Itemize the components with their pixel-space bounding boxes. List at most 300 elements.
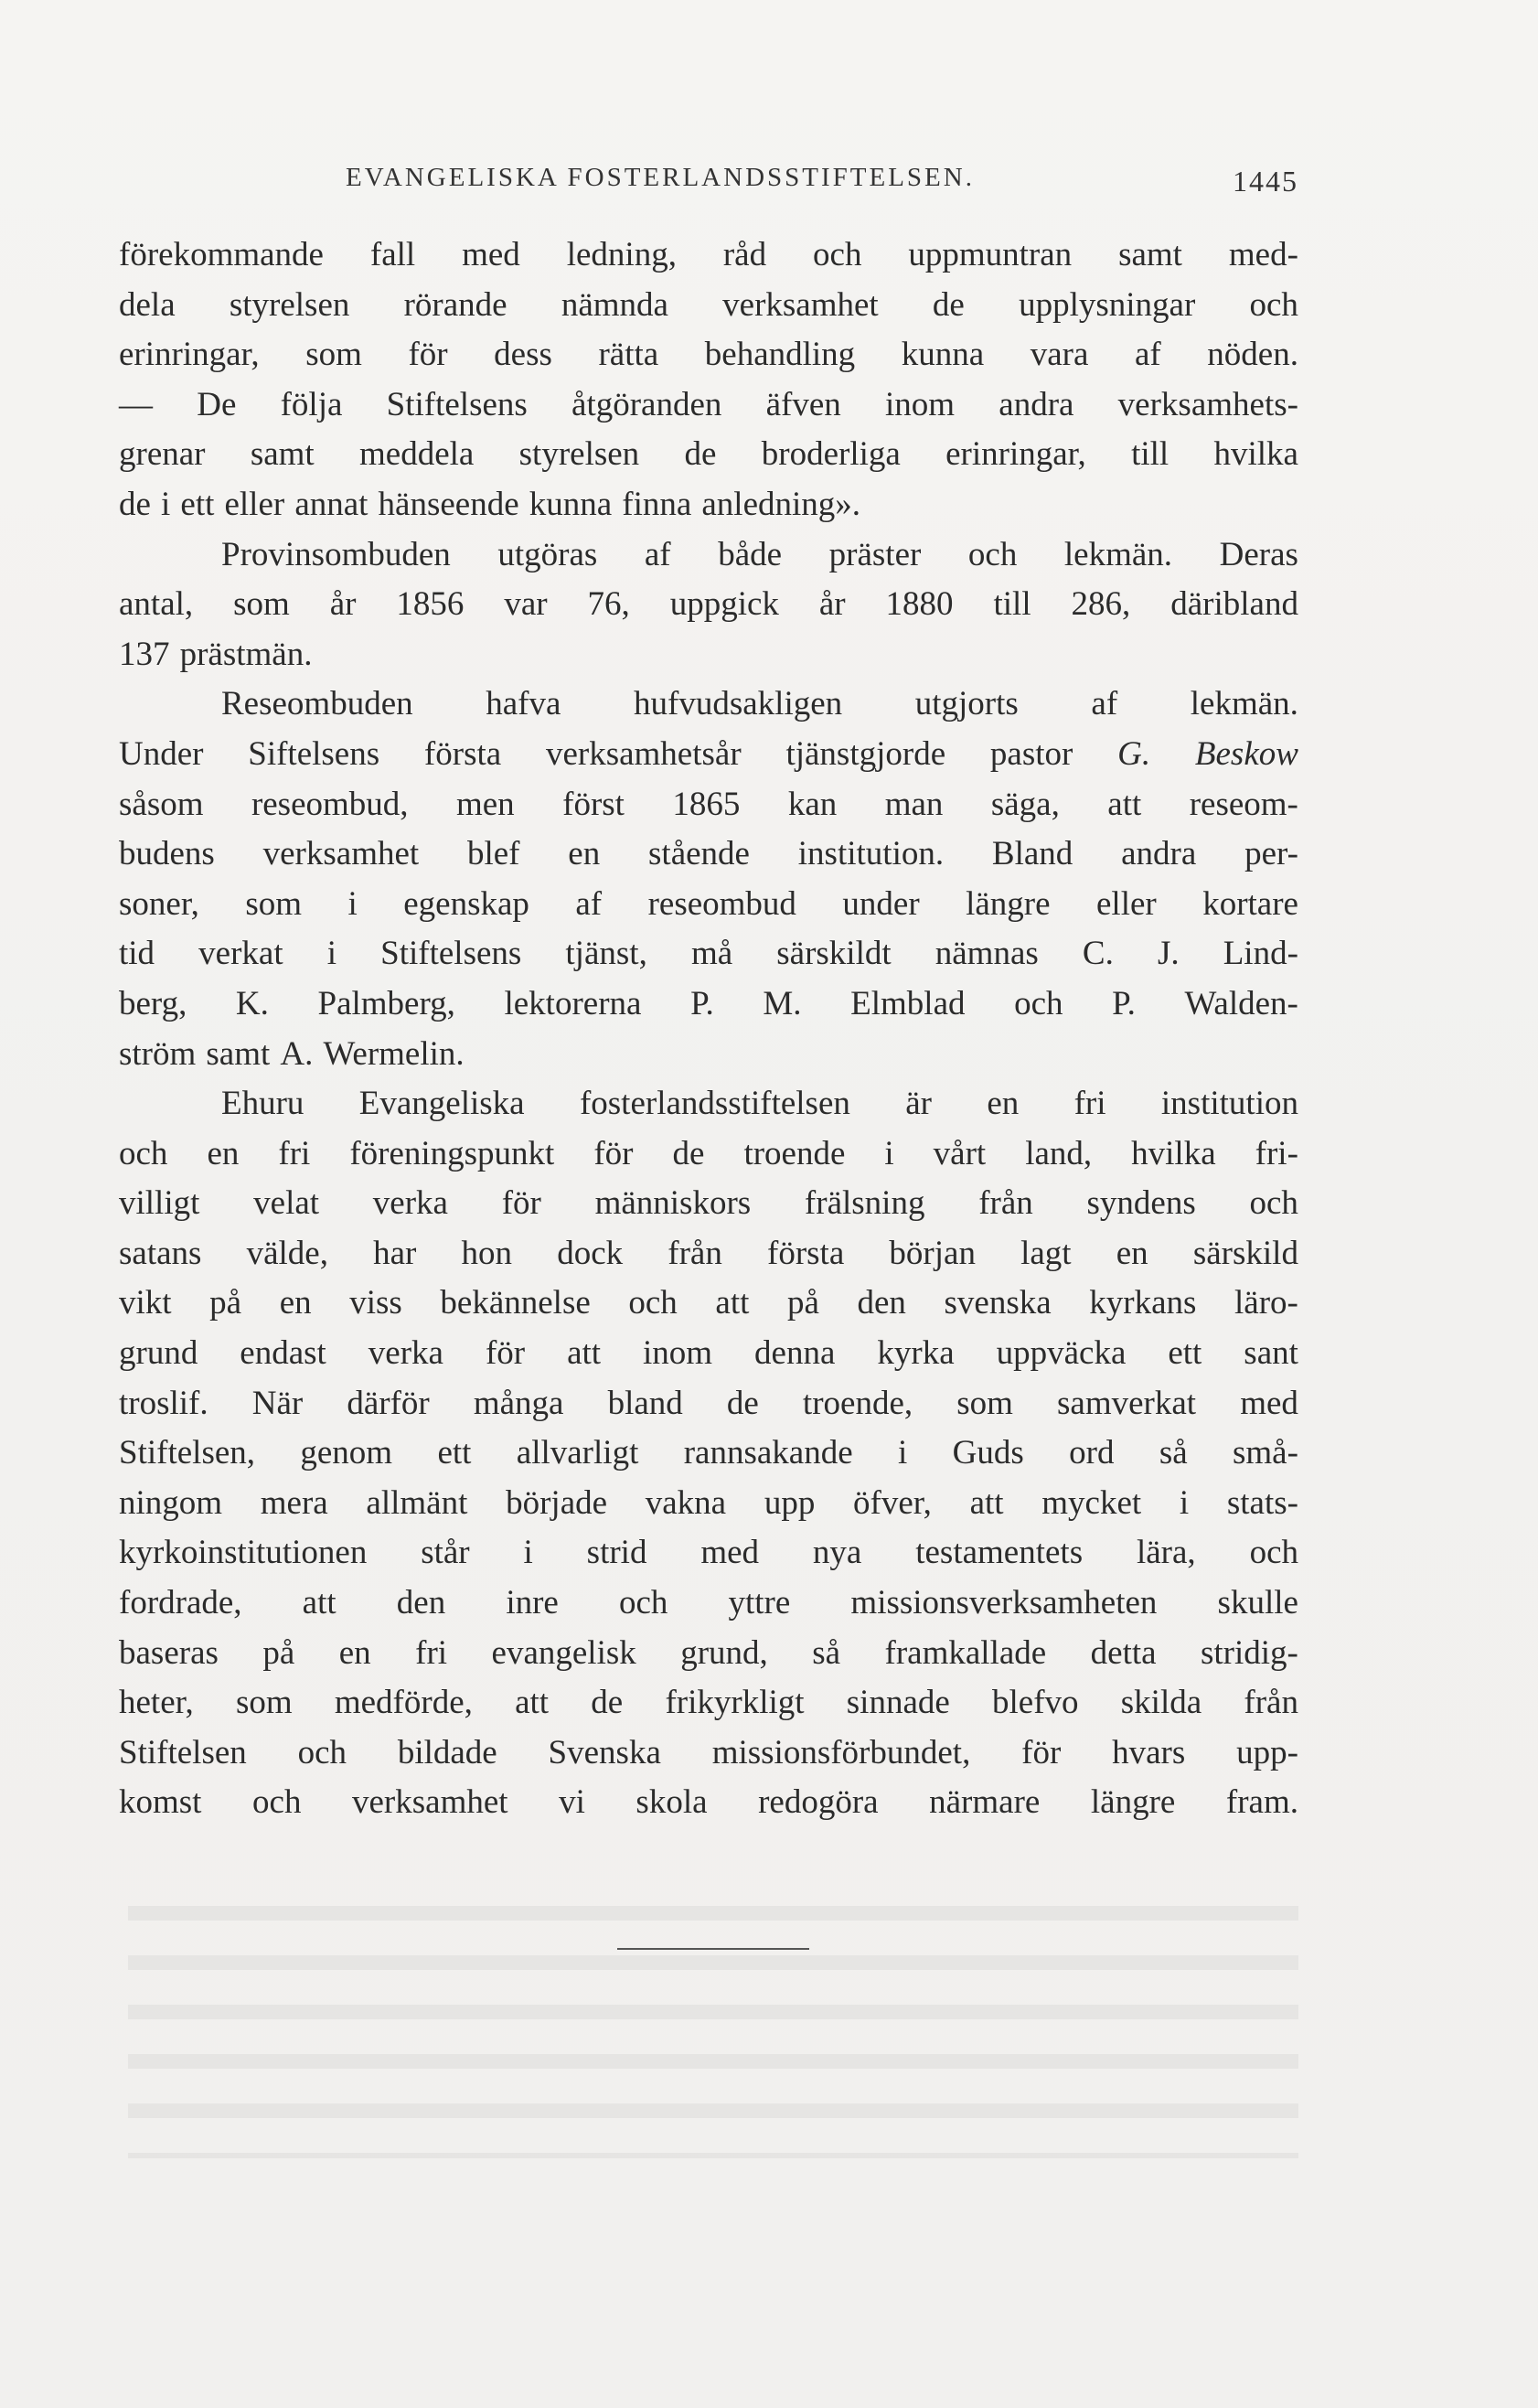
- text-word: lära,: [1136, 1534, 1196, 1572]
- text-word: åtgöranden: [571, 385, 722, 423]
- text-word: som: [233, 585, 290, 624]
- text-line: [119, 829, 1298, 880]
- text-word: särskild: [1192, 1234, 1298, 1272]
- text-word: i: [523, 1534, 533, 1572]
- text-word: som: [235, 1684, 293, 1722]
- text-word: med-: [1228, 236, 1298, 273]
- text-word: verksamhet: [262, 835, 420, 873]
- text-word: till: [993, 585, 1031, 624]
- text-word: att: [715, 1284, 750, 1322]
- text-word: de: [726, 1384, 759, 1422]
- text-word: välde,: [246, 1234, 328, 1272]
- text-word: dock: [557, 1234, 624, 1272]
- text-word: lekmän.: [1190, 685, 1298, 723]
- text-word: Wermelin.: [323, 1034, 465, 1073]
- text-word: Lind-: [1223, 935, 1298, 973]
- text-word: utgöras: [497, 535, 598, 573]
- text-word: och: [618, 1584, 668, 1622]
- text-line: [119, 1479, 1298, 1529]
- text-word: styrelsen: [518, 435, 640, 474]
- text-word: står: [421, 1534, 470, 1572]
- text-word: i: [161, 485, 171, 523]
- text-word: Stiftelsen: [119, 1733, 247, 1771]
- text-word: råd: [722, 236, 767, 273]
- text-word: allmänt: [366, 1483, 468, 1522]
- text-word: reseombud,: [251, 785, 409, 823]
- text-word: vara: [1030, 336, 1089, 374]
- text-word: att: [302, 1584, 336, 1622]
- page-number: 1445: [1233, 165, 1298, 198]
- text-word: soner,: [119, 884, 199, 923]
- text-word: denna: [754, 1334, 836, 1373]
- text-word: broderliga: [761, 435, 901, 474]
- text-word: fri-: [1255, 1134, 1298, 1172]
- text-word: ett: [437, 1434, 472, 1472]
- text-word: säga,: [990, 785, 1060, 823]
- text-word: man: [884, 785, 944, 823]
- text-word: för: [501, 1184, 541, 1223]
- text-word: Guds: [952, 1434, 1024, 1472]
- text-word: kyrkans: [1089, 1284, 1197, 1322]
- text-word: inom: [885, 385, 956, 423]
- text-word: är: [905, 1085, 932, 1123]
- text-word: nya: [812, 1534, 862, 1572]
- text-word: —: [119, 385, 153, 423]
- text-word: Stiftelsen,: [119, 1434, 256, 1472]
- text-word: först: [562, 785, 625, 823]
- text-word: svenska: [944, 1284, 1052, 1322]
- text-word: andra: [1121, 835, 1197, 873]
- text-word: rörande: [403, 285, 507, 324]
- text-word: en: [279, 1284, 312, 1322]
- body-text: [119, 230, 1298, 1828]
- text-word: A.: [280, 1034, 314, 1073]
- text-word: en: [1116, 1234, 1148, 1272]
- text-word: G.: [1117, 734, 1151, 773]
- show-through-texture: [128, 1884, 1298, 2158]
- text-line: [119, 1229, 1298, 1279]
- text-word: uppgick: [669, 585, 779, 624]
- text-word: evangelisk: [491, 1633, 636, 1672]
- text-word: både: [718, 535, 783, 573]
- text-word: erinringar,: [119, 336, 260, 374]
- text-word: allvarligt: [516, 1434, 639, 1472]
- text-word: utgjorts: [914, 685, 1019, 723]
- text-word: och: [813, 236, 862, 273]
- text-word: att: [567, 1334, 602, 1373]
- text-word: berg,: [119, 984, 187, 1022]
- text-line: [119, 979, 1298, 1030]
- text-word: fri: [415, 1633, 448, 1672]
- text-word: för: [485, 1334, 526, 1373]
- text-word: skola: [635, 1783, 708, 1822]
- text-word: och: [628, 1284, 678, 1322]
- text-word: människors: [594, 1184, 752, 1223]
- text-word: land,: [1025, 1134, 1093, 1172]
- text-word: af: [575, 884, 603, 923]
- text-word: särskildt: [776, 935, 892, 973]
- text-word: hvilka: [1213, 435, 1298, 474]
- text-word: Palmberg,: [317, 984, 455, 1022]
- text-word: bland: [607, 1384, 683, 1422]
- text-word: så: [812, 1633, 841, 1672]
- text-word: att: [1107, 785, 1142, 823]
- text-line: [119, 680, 1298, 730]
- text-word: från: [1244, 1684, 1298, 1722]
- text-word: nämnda: [561, 285, 668, 324]
- text-word: att: [515, 1684, 550, 1722]
- text-word: C.: [1082, 935, 1114, 973]
- text-word: rätta: [598, 336, 659, 374]
- text-word: upplysningar: [1019, 285, 1196, 324]
- text-word: första: [423, 734, 502, 773]
- text-word: dela: [119, 285, 176, 324]
- text-word: fordrade,: [119, 1584, 242, 1622]
- text-word: heter,: [119, 1684, 194, 1722]
- text-word: upp: [764, 1483, 816, 1522]
- text-word: de: [119, 485, 151, 523]
- text-word: vakna: [645, 1483, 727, 1522]
- text-word: början: [889, 1234, 976, 1272]
- text-line: [119, 1279, 1298, 1329]
- text-word: Deras: [1219, 535, 1298, 573]
- text-word: stående: [648, 835, 750, 873]
- text-line: [119, 630, 1298, 680]
- text-word: hufvudsakligen: [634, 685, 843, 723]
- text-word: missionsverksamheten: [850, 1584, 1158, 1622]
- text-word: institution.: [797, 835, 945, 873]
- text-word: som: [245, 884, 303, 923]
- text-word: J.: [1157, 935, 1180, 973]
- text-word: från: [668, 1234, 722, 1272]
- text-word: föreningspunkt: [349, 1134, 555, 1172]
- text-word: de: [932, 285, 965, 324]
- text-word: i: [326, 935, 337, 973]
- text-word: och: [297, 1733, 347, 1771]
- text-word: framkallade: [884, 1633, 1047, 1672]
- text-line: [119, 1728, 1298, 1779]
- text-word: år: [818, 585, 846, 624]
- text-word: i: [347, 884, 358, 923]
- text-line: [119, 480, 1298, 530]
- text-word: vikt: [119, 1284, 172, 1322]
- text-word: P.: [1112, 984, 1136, 1022]
- text-word: När: [251, 1384, 304, 1422]
- text-word: fri: [278, 1134, 311, 1172]
- text-word: som: [305, 336, 362, 374]
- text-word: tjänstgjorde: [785, 734, 946, 773]
- text-word: de: [591, 1684, 624, 1722]
- text-word: i: [1179, 1483, 1190, 1522]
- text-word: fall: [369, 236, 416, 273]
- text-word: prästmän.: [179, 635, 313, 673]
- text-word: uppmuntran: [908, 236, 1073, 273]
- text-word: hvars: [1112, 1733, 1186, 1771]
- text-word: de: [684, 435, 717, 474]
- text-word: stridig-: [1201, 1633, 1298, 1672]
- text-line: [119, 230, 1298, 281]
- text-word: bildade: [397, 1733, 497, 1771]
- text-word: de: [672, 1134, 705, 1172]
- text-word: och: [252, 1783, 302, 1822]
- text-word: en: [568, 835, 601, 873]
- text-word: kyrka: [877, 1334, 955, 1373]
- text-word: sinnade: [846, 1684, 950, 1722]
- text-word: skulle: [1217, 1584, 1298, 1622]
- text-word: detta: [1090, 1633, 1157, 1672]
- text-line: [119, 1379, 1298, 1429]
- text-line: [119, 730, 1298, 780]
- text-word: på: [262, 1633, 295, 1672]
- text-line: [119, 380, 1298, 431]
- text-word: för: [408, 336, 448, 374]
- text-line: [119, 929, 1298, 979]
- text-word: från: [978, 1184, 1033, 1223]
- text-word: att: [969, 1483, 1004, 1522]
- text-word: den: [396, 1584, 446, 1622]
- text-word: 137: [119, 635, 170, 673]
- text-word: förekommande: [119, 236, 324, 273]
- text-word: lekmän.: [1063, 535, 1173, 573]
- text-line: [119, 530, 1298, 581]
- text-word: såsom: [119, 785, 204, 823]
- text-word: verksamhetsår: [545, 734, 742, 773]
- text-word: Elmblad: [850, 984, 966, 1022]
- text-word: Ehuru: [221, 1085, 304, 1123]
- text-word: behandling: [704, 336, 856, 374]
- text-line: [119, 330, 1298, 380]
- text-word: 1865: [672, 785, 741, 823]
- text-word: missionsförbundet,: [711, 1733, 971, 1771]
- text-word: läro-: [1234, 1284, 1298, 1322]
- text-word: troende: [743, 1134, 846, 1172]
- text-word: rannsakande: [683, 1434, 853, 1472]
- text-word: Reseombuden: [221, 685, 413, 723]
- text-word: erinringar,: [945, 435, 1086, 474]
- text-word: stats-: [1226, 1483, 1298, 1522]
- text-word: må: [690, 935, 733, 973]
- text-word: grenar: [119, 435, 206, 474]
- text-word: Beskow: [1194, 734, 1298, 773]
- text-word: Evangeliska: [358, 1085, 525, 1123]
- text-line: [119, 1778, 1298, 1828]
- text-word: finna: [622, 485, 692, 523]
- text-word: under: [842, 884, 920, 923]
- text-word: med: [462, 236, 520, 273]
- text-word: velat: [253, 1184, 320, 1223]
- text-word: grund,: [680, 1633, 768, 1672]
- text-word: och: [967, 535, 1018, 573]
- text-word: för: [593, 1134, 634, 1172]
- text-word: troende,: [802, 1384, 913, 1422]
- text-word: en: [207, 1134, 240, 1172]
- text-word: skilda: [1120, 1684, 1202, 1722]
- text-word: Walden-: [1184, 984, 1298, 1022]
- text-word: medförde,: [334, 1684, 473, 1722]
- text-word: verka: [368, 1334, 443, 1373]
- text-word: och: [1249, 1184, 1298, 1223]
- text-word: hafva: [486, 685, 561, 723]
- text-word: verksamhets-: [1117, 385, 1298, 423]
- footnote-rule: [617, 1948, 809, 1950]
- text-word: inre: [506, 1584, 559, 1622]
- text-line: [119, 1179, 1298, 1229]
- text-word: frälsning: [804, 1184, 925, 1223]
- text-word: verkat: [198, 935, 283, 973]
- text-word: ström: [119, 1034, 197, 1073]
- text-word: M.: [763, 984, 802, 1022]
- text-line: [119, 1329, 1298, 1379]
- text-word: små-: [1233, 1434, 1298, 1472]
- text-word: och: [119, 1134, 168, 1172]
- text-word: redogöra: [758, 1783, 879, 1822]
- text-word: präster: [828, 535, 922, 573]
- text-word: längre: [1090, 1783, 1176, 1822]
- text-word: verksamhet: [352, 1783, 508, 1822]
- text-word: fri: [1073, 1085, 1106, 1123]
- text-word: pastor: [989, 734, 1073, 773]
- text-word: många: [473, 1384, 564, 1422]
- text-word: så: [1159, 1434, 1188, 1472]
- text-line: [119, 1629, 1298, 1679]
- text-word: till: [1131, 435, 1170, 474]
- running-head: [119, 163, 1298, 205]
- text-word: institution: [1160, 1085, 1298, 1123]
- text-word: af: [644, 535, 671, 573]
- text-word: samt: [250, 435, 315, 474]
- text-word: en: [338, 1633, 371, 1672]
- text-word: eller: [224, 485, 285, 523]
- text-word: blef: [466, 835, 520, 873]
- text-word: lektorerna: [504, 984, 642, 1022]
- text-word: längre: [966, 884, 1051, 923]
- text-line: [119, 1429, 1298, 1479]
- text-word: uppväcka: [996, 1334, 1127, 1373]
- text-word: i: [884, 1134, 894, 1172]
- text-word: endast: [240, 1334, 326, 1373]
- text-word: samverkat: [1057, 1384, 1197, 1422]
- text-word: reseombud: [647, 884, 796, 923]
- text-word: anledning».: [701, 485, 861, 523]
- text-word: samt: [206, 1034, 271, 1073]
- text-word: tid: [119, 935, 155, 973]
- text-word: kortare: [1202, 884, 1298, 923]
- text-word: annat: [294, 485, 368, 523]
- text-word: hänseende: [378, 485, 519, 523]
- text-word: öfver,: [853, 1483, 932, 1522]
- text-word: den: [857, 1284, 906, 1322]
- text-word: en: [987, 1085, 1020, 1123]
- text-word: per-: [1244, 835, 1298, 873]
- text-word: viss: [349, 1284, 402, 1322]
- text-word: Siftelsens: [248, 734, 380, 773]
- text-word: blefvo: [992, 1684, 1079, 1722]
- text-word: meddela: [359, 435, 475, 474]
- text-word: villigt: [119, 1184, 200, 1223]
- text-word: lagt: [1020, 1234, 1072, 1272]
- text-word: började: [506, 1483, 608, 1522]
- text-word: därför: [347, 1384, 430, 1422]
- text-line: [119, 880, 1298, 930]
- text-word: hon: [461, 1234, 513, 1272]
- text-word: kyrkoinstitutionen: [119, 1534, 368, 1572]
- text-word: vi: [559, 1783, 585, 1822]
- text-word: men: [455, 785, 515, 823]
- text-word: Stiftelsens: [386, 385, 528, 423]
- text-word: hvilka: [1131, 1134, 1216, 1172]
- text-word: ningom: [119, 1483, 223, 1522]
- text-word: nöden.: [1207, 336, 1298, 374]
- text-word: och: [1249, 285, 1298, 324]
- text-word: grund: [119, 1334, 198, 1373]
- text-word: ledning,: [566, 236, 677, 273]
- text-word: 1856: [396, 585, 465, 624]
- text-word: komst: [119, 1783, 202, 1822]
- text-word: 1880: [885, 585, 954, 624]
- text-word: egenskap: [403, 884, 529, 923]
- text-word: samt: [1118, 236, 1182, 273]
- text-word: testamentets: [915, 1534, 1084, 1572]
- text-word: på: [209, 1284, 242, 1322]
- text-line: [119, 1579, 1298, 1629]
- text-word: fosterlandsstiftelsen: [579, 1085, 850, 1123]
- text-word: inom: [643, 1334, 713, 1373]
- text-word: fram.: [1225, 1783, 1298, 1822]
- text-word: med: [700, 1534, 760, 1572]
- text-word: och: [1014, 984, 1063, 1022]
- text-word: styrelsen: [229, 285, 350, 324]
- text-word: kunna: [529, 485, 613, 523]
- text-word: nämnas: [935, 935, 1039, 973]
- text-word: ett: [1168, 1334, 1202, 1373]
- text-line: [119, 281, 1298, 331]
- text-word: upp-: [1236, 1733, 1298, 1771]
- text-word: eller: [1096, 884, 1157, 923]
- text-word: strid: [586, 1534, 647, 1572]
- text-word: för: [1021, 1733, 1062, 1771]
- text-word: med: [1240, 1384, 1298, 1422]
- text-word: mycket: [1041, 1483, 1142, 1522]
- text-word: Svenska: [548, 1733, 661, 1771]
- text-word: genom: [300, 1434, 393, 1472]
- text-word: Under: [119, 734, 204, 773]
- running-title: EVANGELISKA FOSTERLANDSSTIFTELSEN.: [346, 163, 975, 192]
- text-word: P.: [690, 984, 714, 1022]
- text-word: äfven: [765, 385, 841, 423]
- text-word: frikyrkligt: [665, 1684, 805, 1722]
- text-word: däribland: [1170, 585, 1298, 624]
- text-word: sant: [1244, 1334, 1298, 1373]
- text-word: budens: [119, 835, 215, 873]
- text-word: första: [767, 1234, 845, 1272]
- text-word: som: [956, 1384, 1013, 1422]
- text-line: [119, 580, 1298, 630]
- text-word: kan: [787, 785, 838, 823]
- text-word: Stiftelsens: [380, 935, 522, 973]
- text-word: Provinsombuden: [221, 535, 451, 573]
- text-line: [119, 1678, 1298, 1728]
- text-word: baseras: [119, 1633, 219, 1672]
- text-word: bekännelse: [440, 1284, 591, 1322]
- text-line: [119, 780, 1298, 830]
- text-word: satans: [119, 1234, 202, 1272]
- text-word: Bland: [991, 835, 1073, 873]
- text-line: [119, 430, 1298, 480]
- text-line: [119, 1129, 1298, 1180]
- text-word: har: [373, 1234, 417, 1272]
- text-word: andra: [999, 385, 1074, 423]
- text-word: i: [898, 1434, 908, 1472]
